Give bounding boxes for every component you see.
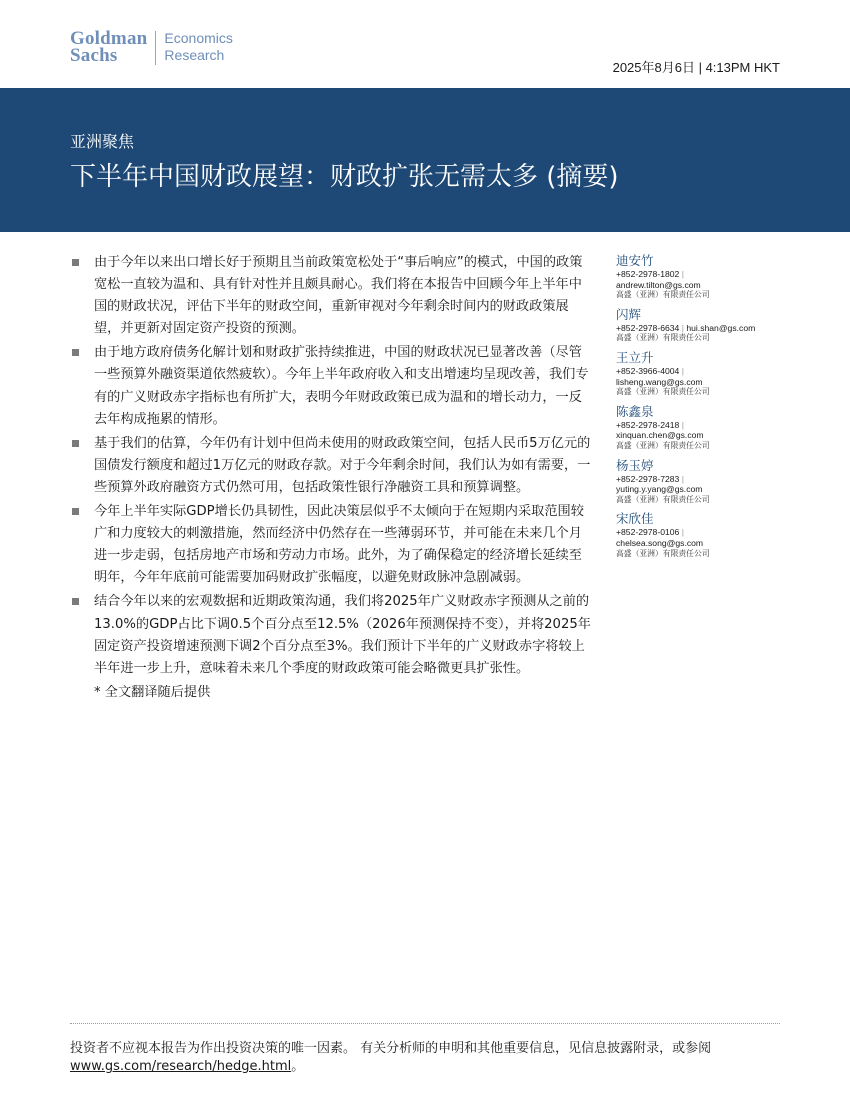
summary-bullet <box>72 433 592 499</box>
analyst-phone-line <box>616 366 796 377</box>
logo-line-economics: Economics <box>164 30 233 46</box>
summary-body <box>72 252 592 704</box>
analyst-email[interactable]: hui.shan@gs.com <box>686 322 756 333</box>
analyst-sidebar <box>616 253 796 565</box>
logo-line-sachs: Sachs <box>70 45 118 66</box>
report-title: 下半年中国财政展望：财政扩张无需太多 (摘要) <box>70 162 619 192</box>
analyst-phone-line <box>616 527 796 538</box>
logo-division <box>164 30 232 64</box>
separator: | <box>679 473 684 484</box>
analyst-phone: +852-2978-6634 <box>616 322 680 333</box>
title-banner <box>0 88 850 232</box>
analyst-email[interactable]: lisheng.wang@gs.com <box>616 376 703 387</box>
analyst-firm: 高盛（亚洲）有限责任公司 <box>616 333 710 343</box>
analyst-firm: 高盛（亚洲）有限责任公司 <box>616 387 710 397</box>
analyst-phone: +852-2978-0106 <box>616 527 680 538</box>
summary-bullet <box>72 342 592 430</box>
disclosure-footer <box>70 1040 782 1076</box>
analyst-name: 杨玉婷 <box>616 457 654 473</box>
square-bullet-icon <box>72 259 79 266</box>
footer-divider <box>70 1023 780 1024</box>
bullet-text: 基于我们的估算，今年仍有计划中但尚未使用的财政政策空间，包括人民币5万亿元的国债发行额度和超过1万亿元的财政存款。对于今年剩余时间，我们认为如有需要，一些预算外政府融资方式仍然可用，包括政策性银行净融资工具和预算调整。 <box>94 435 591 495</box>
disclosure-text: 投资者不应视本报告为作出投资决策的唯一因素。 有关分析师的申明和其他重要信息，见信息披露附录，或参阅 <box>70 1041 712 1056</box>
square-bullet-icon <box>72 349 79 356</box>
analyst-phone: +852-2978-1802 <box>616 269 680 279</box>
logo-line-goldman: Goldman <box>70 28 148 49</box>
analyst-firm: 高盛（亚洲）有限责任公司 <box>616 548 710 558</box>
logo-line-research: Research <box>164 47 225 63</box>
summary-bullet <box>72 591 592 679</box>
analyst-name: 王立升 <box>616 349 654 365</box>
analyst-phone: +852-3966-4004 <box>616 365 680 376</box>
analyst-email[interactable]: yuting.y.yang@gs.com <box>616 484 703 495</box>
translation-note: * 全文翻译随后提供 <box>94 684 211 700</box>
analyst-card <box>616 253 796 301</box>
analyst-card <box>616 458 796 506</box>
separator: | <box>679 419 684 430</box>
analyst-firm: 高盛（亚洲）有限责任公司 <box>616 494 710 504</box>
analyst-phone-line <box>616 420 796 431</box>
goldman-sachs-logo <box>70 30 233 65</box>
analyst-phone-line <box>616 323 796 334</box>
disclosure-suffix: 。 <box>291 1059 305 1074</box>
logo-divider <box>155 31 156 65</box>
separator: | <box>679 269 684 279</box>
analyst-card <box>616 307 796 344</box>
summary-bullet <box>72 501 592 589</box>
bullet-text: 由于今年以来出口增长好于预期且当前政策宽松处于“事后响应”的模式，中国的政策宽松一直较为温和、具有针对性并且颇具耐心。我们将在本报告中回顾今年上半年中国的财政状况，评估下半年的财政空间，重新审视对今年剩余时间内的财政政策展望，并更新对固定资产投资的预测。 <box>94 255 583 337</box>
analyst-name: 迪安竹 <box>616 253 654 268</box>
summary-bullet <box>72 252 592 340</box>
disclosure-link[interactable]: www.gs.com/research/hedge.html <box>70 1059 292 1074</box>
report-date: 2025年8月6日 | 4:13PM HKT <box>612 60 780 75</box>
analyst-card <box>616 350 796 398</box>
analyst-firm: 高盛（亚洲）有限责任公司 <box>616 290 710 300</box>
analyst-card <box>616 511 796 559</box>
analyst-card <box>616 404 796 452</box>
analyst-phone: +852-2978-2418 <box>616 419 680 430</box>
logo-wordmark <box>70 30 147 64</box>
report-header <box>0 0 850 88</box>
analyst-email[interactable]: andrew.tilton@gs.com <box>616 279 701 290</box>
bullet-text: 结合今年以来的宏观数据和近期政策沟通，我们将2025年广义财政赤字预测从之前的13.0%的GDP占比下调0.5个百分点至12.5%（2026年预测保持不变），并将2025年固定资产投资增速预测下调2个百分点至3%。我们预计下半年的广义财政赤字将较上半年进一步上升，意味着未来几个季度的财政政策可能会略微更具扩张性。 <box>94 594 591 676</box>
bullet-text: 今年上半年实际GDP增长仍具韧性，因此决策层似乎不太倾向于在短期内采取范围较广和力度较大的刺激措施，然而经济中仍然存在一些薄弱环节，并可能在未来几个月进一步走弱，包括房地产市场和劳动力市场。此外，为了确保稳定的经济增长延续至明年，今年年底前可能需要加码财政扩张幅度，以避免财政脉冲急剧减弱。 <box>94 504 584 586</box>
separator: | <box>679 322 687 333</box>
analyst-phone: +852-2978-7283 <box>616 473 680 484</box>
analyst-name: 闪辉 <box>616 306 642 322</box>
separator: | <box>679 527 684 538</box>
square-bullet-icon <box>72 508 79 515</box>
analyst-email[interactable]: chelsea.song@gs.com <box>616 537 704 548</box>
analyst-email[interactable]: xinquan.chen@gs.com <box>616 430 704 441</box>
analyst-phone-line <box>616 269 796 280</box>
analyst-firm: 高盛（亚洲）有限责任公司 <box>616 440 710 450</box>
series-title: 亚洲聚焦 <box>70 132 135 151</box>
square-bullet-icon <box>72 598 79 605</box>
square-bullet-icon <box>72 440 79 447</box>
bullet-text: 由于地方政府债务化解计划和财政扩张持续推进，中国的财政状况已显著改善（尽管一些预算外融资渠道依然疲软）。今年上半年政府收入和支出增速均呈现改善，我们专有的广义财政赤字指标也有所扩大，表明今年财政政策已成为温和的增长动力，一反去年构成拖累的情形。 <box>94 345 589 427</box>
analyst-name: 陈鑫泉 <box>616 403 654 419</box>
analyst-phone-line <box>616 474 796 485</box>
separator: | <box>679 365 684 376</box>
analyst-name: 宋欣佳 <box>616 511 654 527</box>
